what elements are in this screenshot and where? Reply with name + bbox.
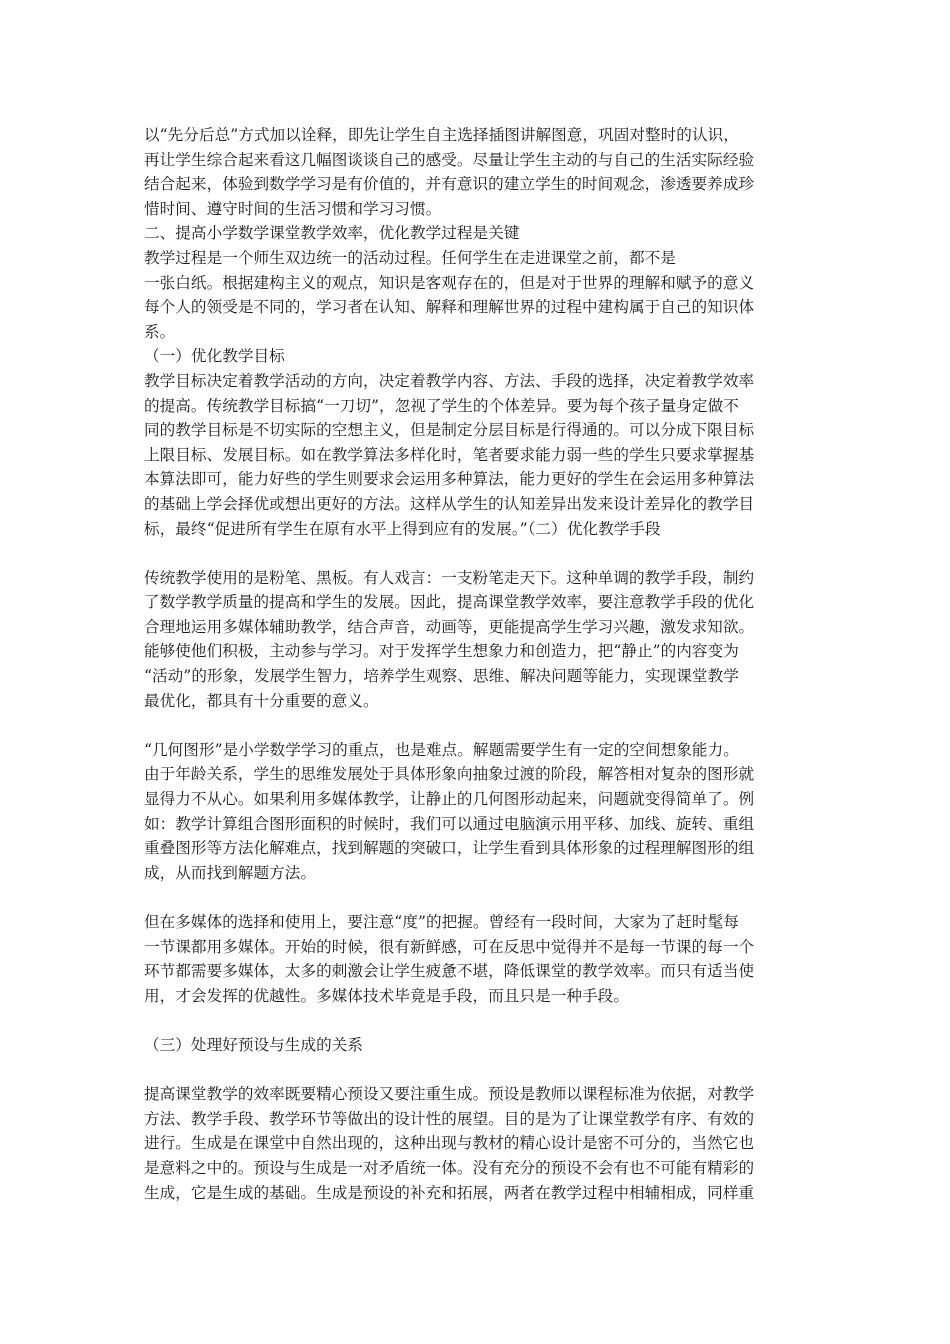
text-line: 教学目标决定着教学活动的方向，决定着教学内容、方法、手段的选择，决定着教学效率 xyxy=(144,371,755,390)
text-line: “活动”的形象，发展学生智力，培养学生观察、思维、解决问题等能力，实现课堂教学 xyxy=(144,667,739,686)
text-line: 二、提高小学数学课堂教学效率，优化教学过程是关键 xyxy=(144,224,520,243)
text-line: 环节都需要多媒体，太多的刺激会让学生疲惫不堪，降低课堂的教学效率。而只有适当使 xyxy=(144,962,755,981)
text-line: 教学过程是一个师生双边统一的活动过程。任何学生在走进课堂之前，都不是 xyxy=(144,248,676,267)
blank-line xyxy=(144,1008,814,1033)
text-line: 惜时间、遵守时间的生活习惯和学习习惯。 xyxy=(144,199,442,218)
blank-line xyxy=(144,713,814,738)
document-body xyxy=(144,123,814,1205)
text-line: 合理地运用多媒体辅助教学，结合声音，动画等，更能提高学生学习兴趣，激发求知欲。 xyxy=(144,617,755,636)
blank-line xyxy=(144,1058,814,1083)
text-line: 一张白纸。根据建构主义的观点，知识是客观存在的，但是对于世界的理解和赋予的意义 xyxy=(144,273,755,292)
text-line: 显得力不从心。如果利用多媒体教学，让静止的几何图形动起来，问题就变得简单了。例 xyxy=(144,790,755,809)
text-line: 系。 xyxy=(144,322,176,341)
text-line: 的提高。传统教学目标搞“一刀切”，忽视了学生的个体差异。要为每个孩子量身定做不 xyxy=(144,396,739,415)
blank-line xyxy=(144,885,814,910)
text-line: 传统教学使用的是粉笔、黑板。有人戏言：一支粉笔走天下。这种单调的教学手段，制约 xyxy=(144,568,755,587)
text-line: 每个人的领受是不同的，学习者在认知、解释和理解世界的过程中建构属于自己的知识体 xyxy=(144,298,755,317)
text-line: 以“先分后总”方式加以诠释，即先让学生自主选择插图讲解图意，巩固对整时的认识， xyxy=(144,126,739,144)
text-line: 能够使他们积极，主动参与学习。对于发挥学生想象力和创造力，把“静止”的内容变为 xyxy=(144,642,739,661)
text-line: 同的教学目标是不切实际的空想主义，但是制定分层目标是行得通的。可以分成下限目标 xyxy=(144,421,755,440)
text-line: 生成，它是生成的基础。生成是预设的补充和拓展，两者在教学过程中相辅相成，同样重 xyxy=(144,1183,755,1202)
text-line: 重叠图形等方法化解难点，找到解题的突破口，让学生看到具体形象的过程理解图形的组 xyxy=(144,839,755,858)
text-line: 提高课堂教学的效率既要精心预设又要注重生成。预设是教师以课程标准为依据，对教学 xyxy=(144,1085,755,1104)
text-line: 上限目标、发展目标。如在教学算法多样化时，笔者要求能力弱一些的学生只要求掌握基 xyxy=(144,445,755,464)
text-line: 进行。生成是在课堂中自然出现的，这种出现与教材的精心设计是密不可分的，当然它也 xyxy=(144,1134,755,1153)
text-line: 结合起来，体验到数学学习是有价值的，并有意识的建立学生的时间观念，渗透要养成珍 xyxy=(144,175,755,194)
text-line: （一）优化教学目标 xyxy=(144,347,285,366)
text-line: 标，最终“促进所有学生在原有水平上得到应有的发展。”（二）优化教学手段 xyxy=(144,519,661,538)
blank-line xyxy=(144,541,814,566)
text-line: 了数学教学质量的提高和学生的发展。因此，提高课堂教学效率，要注意教学手段的优化 xyxy=(144,593,755,612)
text-line: “几何图形”是小学数学学习的重点，也是难点。解题需要学生有一定的空间想象能力。 xyxy=(144,740,739,759)
text-line: 用，才会发挥的优越性。多媒体技术毕竟是手段，而且只是一种手段。 xyxy=(144,986,629,1005)
text-line: 但在多媒体的选择和使用上，要注意“度”的把握。曾经有一段时间，大家为了赶时髦每 xyxy=(144,913,739,931)
text-line: 最优化，都具有十分重要的意义。 xyxy=(144,691,379,710)
text-line: 本算法即可，能力好些的学生则要求会运用多种算法，能力更好的学生在会运用多种算法 xyxy=(144,470,755,489)
text-line: 是意料之中的。预设与生成是一对矛盾统一体。没有充分的预设不会有也不可能有精彩的 xyxy=(144,1158,755,1177)
text-line: 成，从而找到解题方法。 xyxy=(144,863,317,882)
text-line: 如：教学计算组合图形面积的时候时，我们可以通过电脑演示用平移、加线、旋转、重组 xyxy=(144,814,755,833)
text-line: 一节课都用多媒体。开始的时候，很有新鲜感，可在反思中觉得并不是每一节课的每一个 xyxy=(144,937,755,956)
text-line: 由于年龄关系，学生的思维发展处于具体形象向抽象过渡的阶段，解答相对复杂的图形就 xyxy=(144,765,755,784)
text-line: （三）处理好预设与生成的关系 xyxy=(144,1035,364,1054)
text-line: 再让学生综合起来看这几幅图谈谈自己的感受。尽量让学生主动的与自己的生活实际经验 xyxy=(144,150,755,169)
text-line: 的基础上学会择优或想出更好的方法。这样从学生的认知差异出发来设计差异化的教学目 xyxy=(144,494,755,513)
text-line: 方法、教学手段、教学环节等做出的设计性的展望。目的是为了让课堂教学有序、有效的 xyxy=(144,1109,755,1128)
